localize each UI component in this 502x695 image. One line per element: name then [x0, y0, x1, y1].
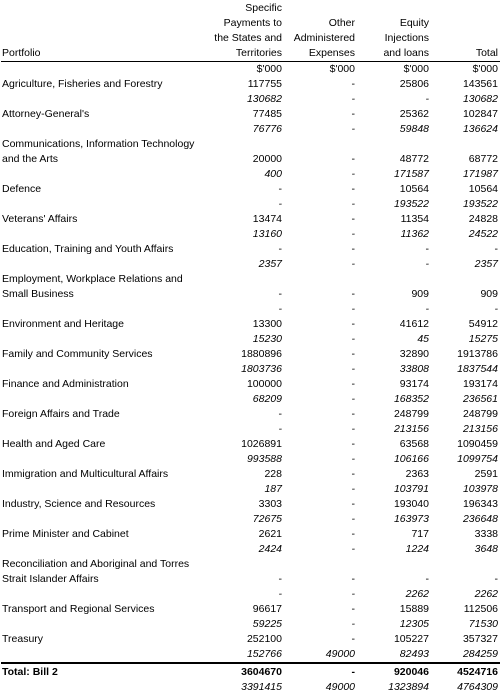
portfolio-appropriations-table — [1, 1, 500, 695]
value-cell: 24522 — [468, 228, 498, 240]
value-cell: 24828 — [468, 213, 498, 225]
table-row — [1, 437, 500, 452]
value-cell: 236561 — [462, 393, 498, 405]
table-row — [1, 467, 500, 482]
portfolio-name-line — [1, 557, 500, 572]
header-equity-injections: Equity Injections and loans — [357, 1, 431, 62]
value-cell: 236648 — [462, 513, 498, 525]
total-cell: 3391415 — [241, 681, 282, 693]
portfolio-name: Family and Community Services — [2, 348, 153, 360]
value-cell: 13300 — [252, 318, 282, 330]
value-cell: - — [351, 153, 355, 165]
value-cell: - — [351, 108, 355, 120]
portfolio-name: Attorney-General's — [2, 108, 90, 120]
portfolio-name: Small Business — [2, 288, 74, 300]
portfolio-name-line — [1, 137, 500, 152]
portfolio-name: Health and Aged Care — [2, 438, 106, 450]
value-cell: 45 — [417, 333, 429, 345]
value-cell: 2357 — [474, 258, 498, 270]
table-row-prior — [1, 617, 500, 632]
value-cell: - — [351, 408, 355, 420]
value-cell: 136624 — [462, 123, 498, 135]
value-cell: 105227 — [393, 633, 429, 645]
table-row — [1, 212, 500, 227]
value-cell: 1880896 — [241, 348, 282, 360]
value-cell: - — [351, 543, 355, 555]
value-cell: - — [351, 258, 355, 270]
portfolio-name: Environment and Heritage — [2, 318, 124, 330]
value-cell: 196343 — [462, 498, 498, 510]
value-cell: 1090459 — [457, 438, 498, 450]
value-cell: - — [351, 498, 355, 510]
value-cell: 33808 — [399, 363, 429, 375]
value-cell: 10564 — [468, 183, 498, 195]
unit-label: $'000 — [403, 63, 429, 75]
value-cell: - — [494, 573, 498, 585]
value-cell: 76776 — [252, 123, 282, 135]
value-cell: 2424 — [258, 543, 282, 555]
table-row — [1, 347, 500, 362]
value-cell: 103978 — [462, 483, 498, 495]
value-cell: 248799 — [462, 408, 498, 420]
portfolio-name: Employment, Workplace Relations and — [2, 273, 183, 285]
value-cell: 49000 — [325, 648, 355, 660]
value-cell: 77485 — [252, 108, 282, 120]
total-row-prior — [1, 680, 500, 695]
value-cell: 909 — [480, 288, 498, 300]
value-cell: - — [351, 78, 355, 90]
table-row — [1, 572, 500, 587]
value-cell: 357327 — [462, 633, 498, 645]
portfolio-name: Agriculture, Fisheries and Forestry — [2, 78, 163, 90]
value-cell: - — [278, 573, 282, 585]
value-cell: 117755 — [247, 78, 282, 90]
value-cell: - — [494, 303, 498, 315]
value-cell: 717 — [411, 528, 429, 540]
portfolio-name: Communications, Information Technology — [2, 138, 195, 150]
value-cell: 130682 — [246, 93, 282, 105]
value-cell: 103791 — [393, 483, 429, 495]
value-cell: 1026891 — [241, 438, 282, 450]
value-cell: 193040 — [393, 498, 429, 510]
portfolio-name: Prime Minister and Cabinet — [2, 528, 129, 540]
value-cell: 11354 — [400, 213, 429, 225]
units-row — [1, 62, 500, 78]
portfolio-name: Defence — [2, 183, 42, 195]
table-row — [1, 107, 500, 122]
table-row-prior — [1, 392, 500, 407]
value-cell: 252100 — [246, 633, 282, 645]
value-cell: - — [351, 588, 355, 600]
table-row — [1, 497, 500, 512]
value-cell: - — [351, 423, 355, 435]
table-row-prior — [1, 542, 500, 557]
value-cell: 1913786 — [457, 348, 498, 360]
value-cell: 168352 — [393, 393, 429, 405]
table-row-prior — [1, 122, 500, 137]
table-row-prior — [1, 197, 500, 212]
value-cell: 106166 — [393, 453, 429, 465]
portfolio-name: Reconciliation and Aboriginal and Torres — [2, 558, 190, 570]
total-cell: 3604670 — [206, 663, 284, 680]
value-cell: - — [425, 303, 429, 315]
value-cell: 63568 — [399, 438, 429, 450]
value-cell: - — [278, 408, 282, 420]
value-cell: 213156 — [462, 423, 498, 435]
value-cell: 3338 — [474, 528, 498, 540]
unit-label: $'000 — [329, 63, 355, 75]
total-cell: 1323894 — [388, 681, 429, 693]
value-cell: 213156 — [393, 423, 429, 435]
portfolio-name: Education, Training and Youth Affairs — [2, 243, 174, 255]
portfolio-name: and the Arts — [2, 153, 59, 165]
value-cell: 1837544 — [457, 363, 498, 375]
header-portfolio: Portfolio — [1, 1, 206, 62]
value-cell: 96617 — [252, 603, 282, 615]
table-total — [1, 663, 500, 695]
value-cell: 10564 — [399, 183, 429, 195]
value-cell: 171987 — [462, 168, 498, 180]
total-row-current — [1, 663, 500, 680]
value-cell: 32890 — [399, 348, 429, 360]
table-row-prior — [1, 302, 500, 317]
value-cell: 171587 — [393, 168, 429, 180]
table-row-prior — [1, 227, 500, 242]
header-row — [1, 1, 500, 62]
value-cell: - — [351, 513, 355, 525]
portfolio-name: Immigration and Multicultural Affairs — [2, 468, 169, 480]
value-cell: 2262 — [474, 588, 498, 600]
table-body — [1, 77, 500, 663]
value-cell: 3648 — [474, 543, 498, 555]
value-cell: - — [351, 438, 355, 450]
value-cell: 12305 — [399, 618, 429, 630]
value-cell: - — [351, 288, 355, 300]
table-row-prior — [1, 332, 500, 347]
value-cell: 11362 — [400, 228, 429, 240]
portfolio-name: Treasury — [2, 633, 44, 645]
table-row-prior — [1, 482, 500, 497]
value-cell: 187 — [264, 483, 282, 495]
value-cell: - — [351, 348, 355, 360]
value-cell: 152766 — [246, 648, 282, 660]
value-cell: - — [278, 198, 282, 210]
value-cell: 25806 — [399, 78, 429, 90]
value-cell: 2621 — [258, 528, 282, 540]
value-cell: 909 — [411, 288, 429, 300]
value-cell: - — [351, 333, 355, 345]
value-cell: - — [351, 228, 355, 240]
total-label: Total: Bill 2 — [1, 663, 206, 680]
value-cell: - — [351, 483, 355, 495]
table-row — [1, 317, 500, 332]
value-cell: - — [351, 318, 355, 330]
value-cell: - — [351, 633, 355, 645]
total-cell: - — [284, 663, 357, 680]
value-cell: - — [351, 168, 355, 180]
portfolio-name: Strait Islander Affairs — [2, 573, 99, 585]
value-cell: - — [278, 588, 282, 600]
value-cell: 228 — [264, 468, 282, 480]
value-cell: 54912 — [468, 318, 498, 330]
table-row-prior — [1, 587, 500, 602]
value-cell: 15230 — [252, 333, 282, 345]
value-cell: - — [278, 423, 282, 435]
value-cell: 82493 — [399, 648, 429, 660]
value-cell: 68772 — [468, 153, 498, 165]
portfolio-name-line — [1, 272, 500, 287]
portfolio-name: Industry, Science and Resources — [2, 498, 156, 510]
value-cell: 48772 — [399, 153, 429, 165]
value-cell: 59225 — [252, 618, 282, 630]
value-cell: 193522 — [393, 198, 429, 210]
value-cell: - — [351, 303, 355, 315]
value-cell: 72675 — [252, 513, 282, 525]
total-cell: 4524716 — [431, 663, 500, 680]
value-cell: 193174 — [462, 378, 498, 390]
value-cell: 1803736 — [241, 363, 282, 375]
value-cell: - — [278, 183, 282, 195]
value-cell: 400 — [264, 168, 282, 180]
value-cell: - — [351, 123, 355, 135]
value-cell: - — [351, 618, 355, 630]
value-cell: 41612 — [399, 318, 429, 330]
table-row — [1, 152, 500, 167]
table-row — [1, 602, 500, 617]
value-cell: 15889 — [399, 603, 429, 615]
value-cell: 993588 — [246, 453, 282, 465]
header-other-administered: Other Administered Expenses — [284, 1, 357, 62]
value-cell: - — [278, 243, 282, 255]
total-cell: 4764309 — [457, 681, 498, 693]
value-cell: 59848 — [399, 123, 429, 135]
value-cell: - — [351, 573, 355, 585]
value-cell: 25362 — [399, 108, 429, 120]
portfolio-name: Transport and Regional Services — [2, 603, 155, 615]
value-cell: 20000 — [252, 153, 282, 165]
value-cell: 3303 — [258, 498, 282, 510]
table-row — [1, 377, 500, 392]
value-cell: - — [351, 528, 355, 540]
value-cell: - — [278, 303, 282, 315]
value-cell: 1099754 — [457, 453, 498, 465]
value-cell: - — [351, 93, 355, 105]
value-cell: 193522 — [462, 198, 498, 210]
value-cell: - — [351, 393, 355, 405]
table-row — [1, 287, 500, 302]
table-row — [1, 527, 500, 542]
value-cell: 2591 — [474, 468, 498, 480]
header-total: Total — [431, 1, 500, 62]
value-cell: - — [351, 213, 355, 225]
portfolio-name: Finance and Administration — [2, 378, 129, 390]
table-row-prior — [1, 167, 500, 182]
value-cell: 13160 — [252, 228, 282, 240]
value-cell: 2262 — [405, 588, 429, 600]
value-cell: - — [425, 243, 429, 255]
value-cell: 248799 — [393, 408, 429, 420]
value-cell: 68209 — [252, 393, 282, 405]
value-cell: - — [351, 198, 355, 210]
table-row-prior — [1, 647, 500, 663]
value-cell: - — [351, 378, 355, 390]
value-cell: 130682 — [462, 93, 498, 105]
table-row-prior — [1, 92, 500, 107]
portfolio-name: Veterans' Affairs — [2, 213, 78, 225]
total-cell: 49000 — [325, 681, 355, 693]
value-cell: - — [425, 258, 429, 270]
table-row-prior — [1, 512, 500, 527]
value-cell: 13474 — [252, 213, 282, 225]
value-cell: 284259 — [462, 648, 498, 660]
table-row — [1, 407, 500, 422]
value-cell: - — [351, 363, 355, 375]
value-cell: - — [425, 93, 429, 105]
value-cell: 2363 — [405, 468, 429, 480]
unit-label: $'000 — [472, 63, 498, 75]
value-cell: - — [351, 183, 355, 195]
value-cell: 93174 — [399, 378, 429, 390]
value-cell: 1224 — [405, 543, 429, 555]
value-cell: 15275 — [468, 333, 498, 345]
value-cell: 112506 — [463, 603, 498, 615]
total-cell: 920046 — [357, 663, 431, 680]
header-specific-payments: Specific Payments to the States and Territories — [206, 1, 284, 62]
value-cell: 163973 — [393, 513, 429, 525]
table-row — [1, 77, 500, 92]
unit-label: $'000 — [256, 63, 282, 75]
value-cell: 2357 — [258, 258, 282, 270]
value-cell: - — [351, 453, 355, 465]
value-cell: - — [494, 243, 498, 255]
value-cell: 100000 — [246, 378, 282, 390]
table-row-prior — [1, 257, 500, 272]
table-row-prior — [1, 362, 500, 377]
table-row — [1, 182, 500, 197]
table-row-prior — [1, 452, 500, 467]
value-cell: 102847 — [462, 108, 498, 120]
portfolio-name: Foreign Affairs and Trade — [2, 408, 120, 420]
table-row — [1, 242, 500, 257]
value-cell: - — [351, 603, 355, 615]
value-cell: - — [351, 468, 355, 480]
table-row — [1, 632, 500, 647]
value-cell: - — [425, 573, 429, 585]
table-row-prior — [1, 422, 500, 437]
value-cell: - — [351, 243, 355, 255]
value-cell: 143561 — [462, 78, 498, 90]
value-cell: - — [278, 288, 282, 300]
value-cell: 71530 — [468, 618, 498, 630]
